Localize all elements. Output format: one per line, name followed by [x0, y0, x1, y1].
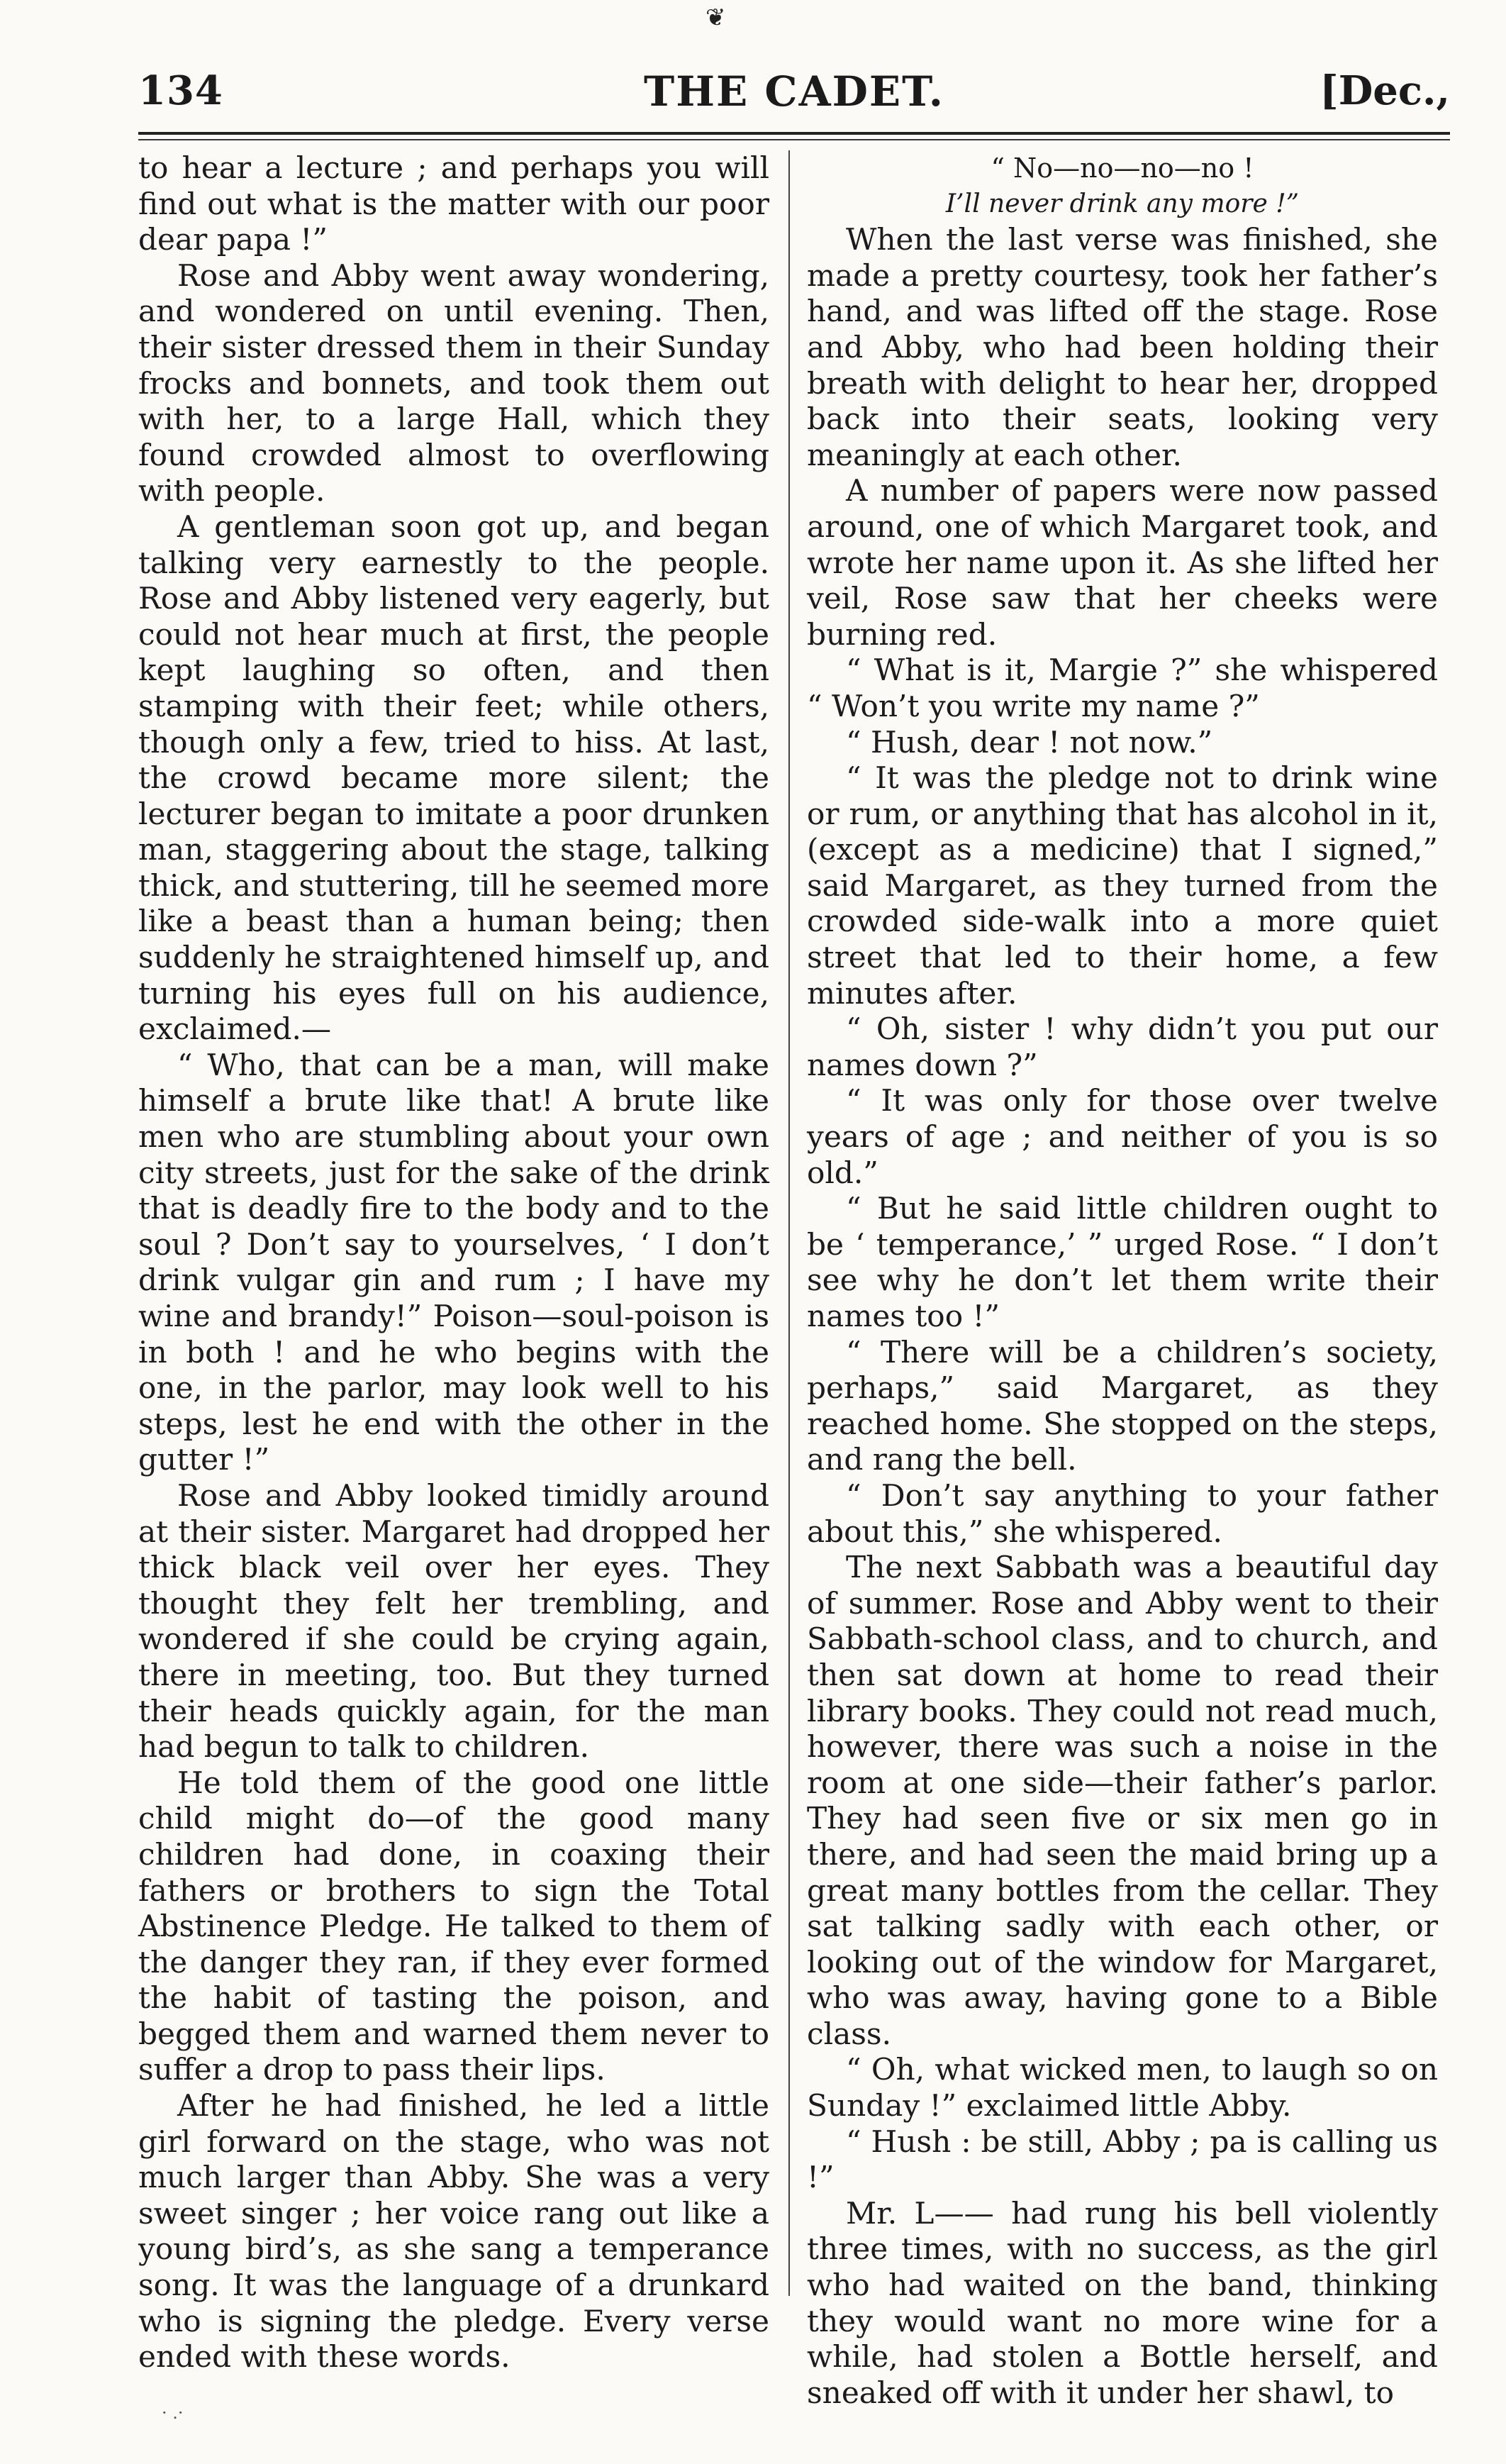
paragraph: “ What is it, Margie ?” she whispered “ Won’t you write my name ?”	[807, 653, 1438, 723]
right-column	[807, 150, 1438, 2411]
print-speck-decoration: · .·	[162, 2403, 184, 2423]
column-divider	[788, 150, 790, 2296]
paragraph: “ Who, that can be a man, will make himself a brute like that! A brute like men who are stumbling about your own city streets, just for the sake of the drink that is deadly fire to the body and to the soul ? Don’t say to yourselves, ‘ I don’t drink vulgar gin and rum ; I have my wine and brandy!” Poison—soul-poison is in both ! and he who begins with the one, in the parlor, may look well to his steps, lest he end with the other in the gutter !”	[138, 1047, 769, 1477]
paragraph: After he had finished, he led a little girl forward on the stage, who was not much larger than Abby. She was a very sweet singer ; her voice rang out like a young bird’s, as she sang a temperance song. It was the language of a drunkard who is signing the pledge. Every verse ended with these words.	[138, 2088, 769, 2375]
header-rule	[138, 132, 1450, 135]
paragraph: “ Oh, what wicked men, to laugh so on Sunday !” exclaimed little Abby.	[807, 2052, 1438, 2124]
paragraph: Rose and Abby went away wondering, and wondered on until evening. Then, their sister dressed them in their Sunday frocks and bonnets, and took them out with her, to a large Hall, which they found crowded almost to overflowing with people.	[138, 257, 769, 509]
paragraph: “ It was only for those over twelve years of age ; and neither of you is so old.”	[807, 1083, 1438, 1190]
paragraph: “ Hush : be still, Abby ; pa is calling us !”	[807, 2124, 1438, 2195]
paragraph: When the last verse was finished, she made a pretty courtesy, took her father’s hand, and was lifted off the stage. Rose and Abby, who had been holding their breath with delight to hear her, dropped back into their seats, looking very meaningly at each other.	[807, 222, 1438, 472]
paragraph: “ Oh, sister ! why didn’t you put our names down ?”	[807, 1011, 1438, 1082]
paragraph: A number of papers were now passed around, one of which Margaret took, and wrote her name upon it. As she lifted her veil, Rose saw that her cheeks were burning red.	[807, 473, 1438, 652]
song-verse-line: I’ll never drink any more !”	[945, 189, 1300, 218]
printer-ornament-icon: ❦	[705, 4, 726, 32]
song-verse-line: “ No—no—no—no !	[991, 152, 1254, 184]
paragraph: A gentleman soon got up, and began talking very earnestly to the people. Rose and Abby listened very eagerly, but could not hear much at first, the people kept laughing so often, and then stamping with their feet; while others, though only a few, tried to hiss. At last, the crowd became more silent; the lecturer began to imitate a poor drunken man, staggering about the stage, talking thick, and stuttering, till he seemed more like a beast than a human being; then suddenly he straightened himself up, and turning his eyes full on his audience, exclaimed.—	[138, 509, 769, 1047]
running-title: THE CADET.	[644, 67, 944, 116]
paragraph: “ Don’t say anything to your father about this,” she whispered.	[807, 1477, 1438, 1549]
paragraph: to hear a lecture ; and perhaps you will find out what is the matter with our poor dear papa !”	[138, 150, 769, 257]
left-column	[138, 150, 769, 2375]
paragraph: The next Sabbath was a beautiful day of summer. Rose and Abby went to their Sabbath-school class, and to church, and then sat down at home to read their library books. They could not read much, however, there was such a noise in the room at one side—their father’s parlor. They had seen five or six men go in there, and had seen the maid bring up a great many bottles from the cellar. They sat talking sadly with each other, or looking out of the window for Margaret, who was away, having gone to a Bible class.	[807, 1550, 1438, 2051]
header-rule-thin	[138, 139, 1450, 140]
paragraph: “ But he said little children ought to be ‘ temperance,’ ” urged Rose. “ I don’t see why he don’t let them write their names too !”	[807, 1191, 1438, 1333]
paragraph: Rose and Abby looked timidly around at their sister. Margaret had dropped her thick black veil over her eyes. They thought they felt her trembling, and wondered if she could be crying again, there in meeting, too. But they turned their heads quickly again, for the man had begun to talk to children.	[138, 1477, 769, 1765]
paragraph: “ There will be a children’s society, perhaps,” said Margaret, as they reached home. She stopped on the steps, and rang the bell.	[807, 1334, 1438, 1477]
paragraph: “ It was the pledge not to drink wine or rum, or anything that has alcohol in it, (except as a medicine) that I signed,” said Margaret, as they turned from the crowded side-walk into a more quiet street that led to their home, a few minutes after.	[807, 760, 1438, 1011]
paragraph: “ Hush, dear ! not now.”	[846, 724, 1213, 760]
paragraph: He told them of the good one little child might do—of the good many children had done, in coaxing their fathers or brothers to sign the Total Abstinence Pledge. He talked to them of the danger they ran, if they ever formed the habit of tasting the poison, and begged them and warned them never to suffer a drop to pass their lips.	[138, 1765, 769, 2087]
page-number: 134	[138, 67, 223, 114]
running-date: [Dec.,	[1320, 67, 1450, 114]
paragraph: Mr. L—— had rung his bell violently three times, with no success, as the girl who had waited on the band, thinking they would want no more wine for a while, had stolen a Bottle herself, and sneaked off with it under her shawl, to	[807, 2195, 1438, 2410]
running-header	[138, 67, 1450, 131]
